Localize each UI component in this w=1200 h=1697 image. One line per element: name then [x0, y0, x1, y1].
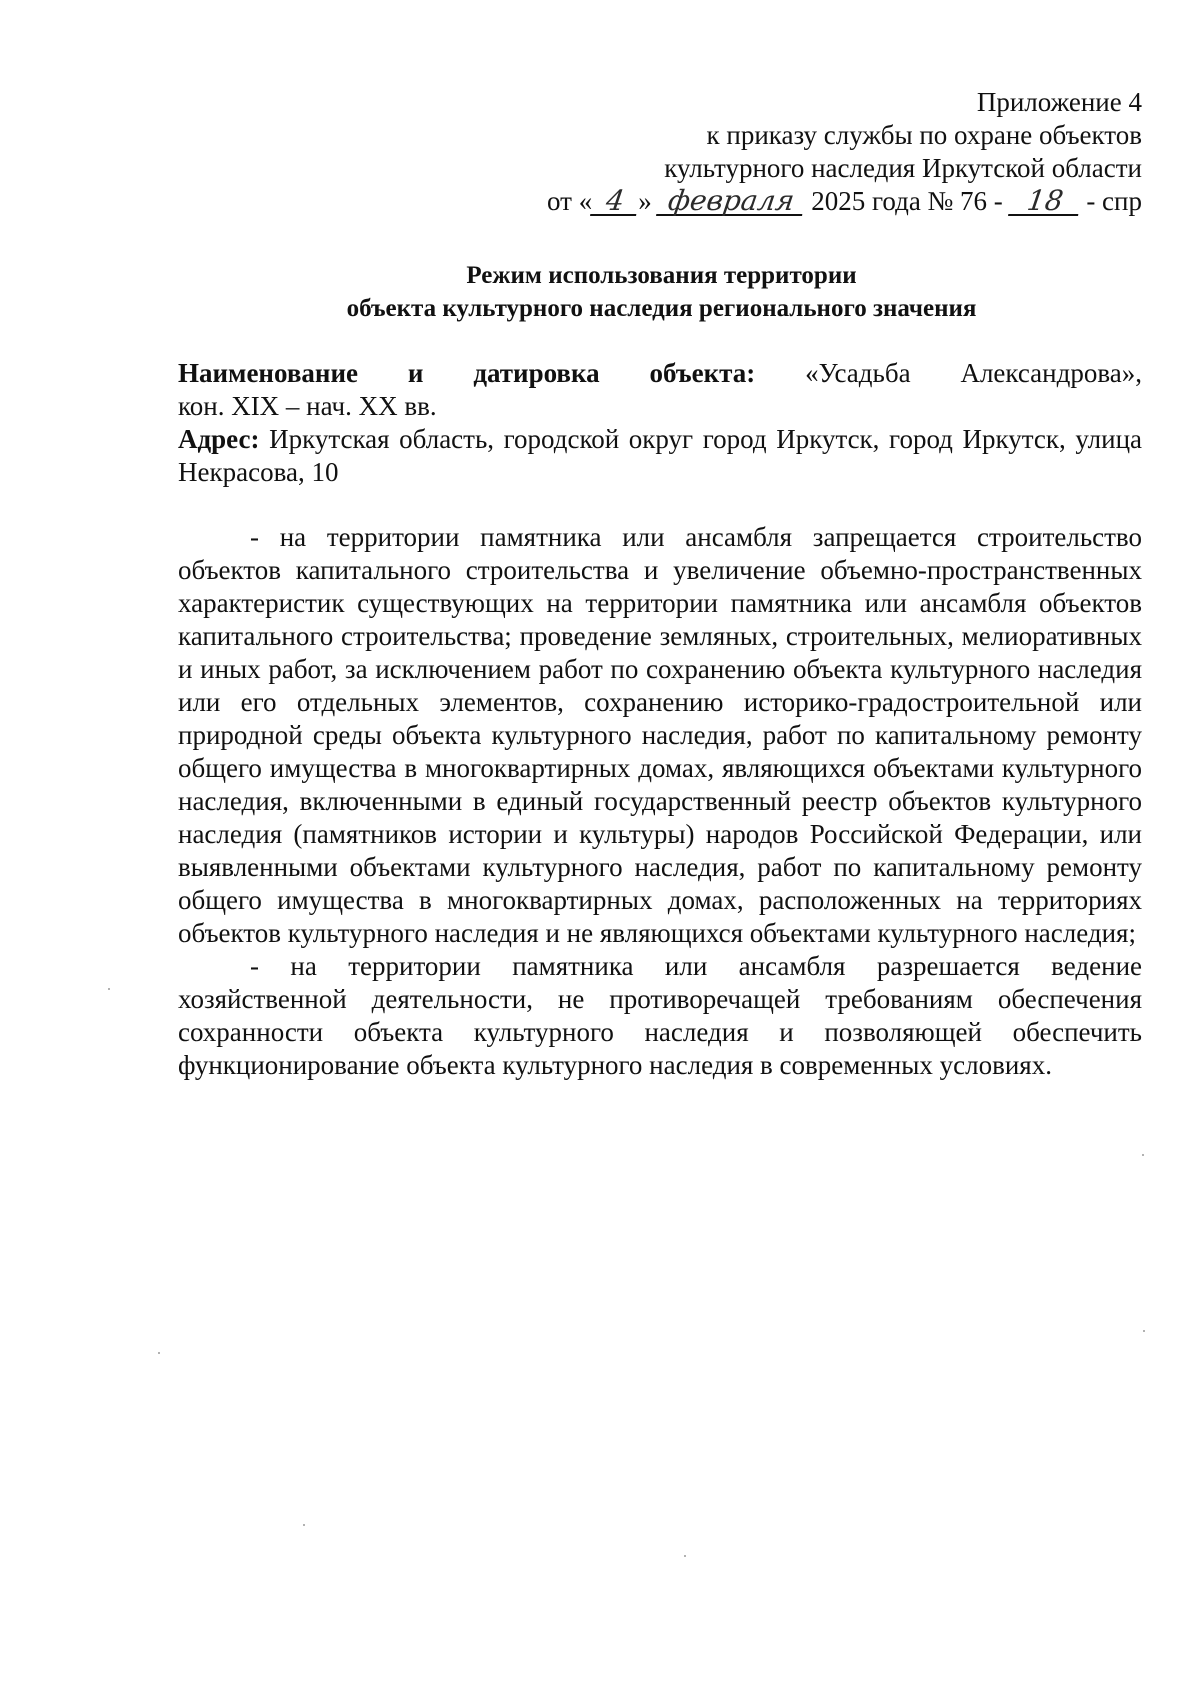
appendix-number: Приложение 4	[976, 87, 1142, 117]
object-address	[178, 423, 1142, 489]
usage-regime-text	[178, 521, 1142, 1082]
object-name-value-part-1: «Усадьба	[805, 358, 911, 388]
handwritten-day: 4	[590, 188, 640, 216]
object-name-value-part-2: Александрова»,	[960, 358, 1142, 388]
order-reference-line-1: к приказу службы по охране объектов	[706, 120, 1142, 150]
document-title	[180, 259, 1143, 325]
name-label-word-4: объекта:	[649, 358, 756, 388]
title-line-2: объекта культурного наследия регионального значения	[346, 295, 977, 322]
name-label-word-1: Наименование	[178, 358, 358, 388]
object-info	[178, 357, 1142, 489]
permissions-paragraph: - на территории памятника или ансамбля разрешается ведение хозяйственной деятельности, не противоречащей требованиям обеспечения сохранности объекта культурного наследия и позволяющей обеспечить функционирование объекта культурного наследия в современных условиях.	[178, 951, 1142, 1080]
prohibitions-paragraph: - на территории памятника или ансамбля запрещается строительство объектов капитального строительства и увеличение объемно-пространственных характеристик существующих на территории памятника или ансамбля объектов капитального строительства; проведение земляных, строительных, мелиоративных и иных работ, за исключением работ по сохранению объекта культурного наследия или его отдельных элементов, сохранению историко-градостроительной или природной среды объекта культурного наследия, работ по капитальному ремонту общего имущества в многоквартирных домах, являющихся объектами культурного наследия, включенными в единый государственный реестр объектов культурного наследия (памятников истории и культуры) народов Российской Федерации, или выявленными объектами культурного наследия, работ по капитальному ремонту общего имущества в многоквартирных домах, расположенных на территориях объектов культурного наследия и не являющихся объектами культурного наследия;	[178, 522, 1142, 948]
order-suffix: - спр	[1086, 186, 1142, 216]
date-year-text: 2025 года № 76 -	[811, 186, 1003, 216]
order-reference-line-2: культурного наследия Иркутской области	[664, 153, 1142, 183]
date-quote-close: »	[638, 186, 652, 216]
date-prefix: от «	[547, 186, 593, 216]
address-value: Иркутская область, городской округ город Иркутск, город Иркутск, улица Некрасова, 10	[178, 424, 1143, 487]
order-date-line	[520, 185, 1142, 218]
name-label-word-3: датировка	[473, 358, 600, 388]
address-label: Адрес:	[178, 424, 260, 454]
scan-speck	[303, 1524, 305, 1526]
name-label-word-2: и	[407, 358, 424, 388]
appendix-header	[520, 86, 1142, 218]
title-line-1: Режим использования территории	[466, 262, 857, 289]
scan-speck	[158, 1352, 160, 1354]
scan-speck	[1142, 1154, 1144, 1156]
object-name-line	[178, 357, 1142, 390]
scan-speck	[684, 1555, 686, 1557]
scan-speck	[108, 988, 110, 990]
object-dating: кон. XIX – нач. XX вв.	[178, 391, 437, 421]
scan-speck	[1143, 1330, 1145, 1332]
handwritten-month: февраля	[656, 188, 806, 216]
handwritten-order-number: 18	[1008, 188, 1082, 216]
